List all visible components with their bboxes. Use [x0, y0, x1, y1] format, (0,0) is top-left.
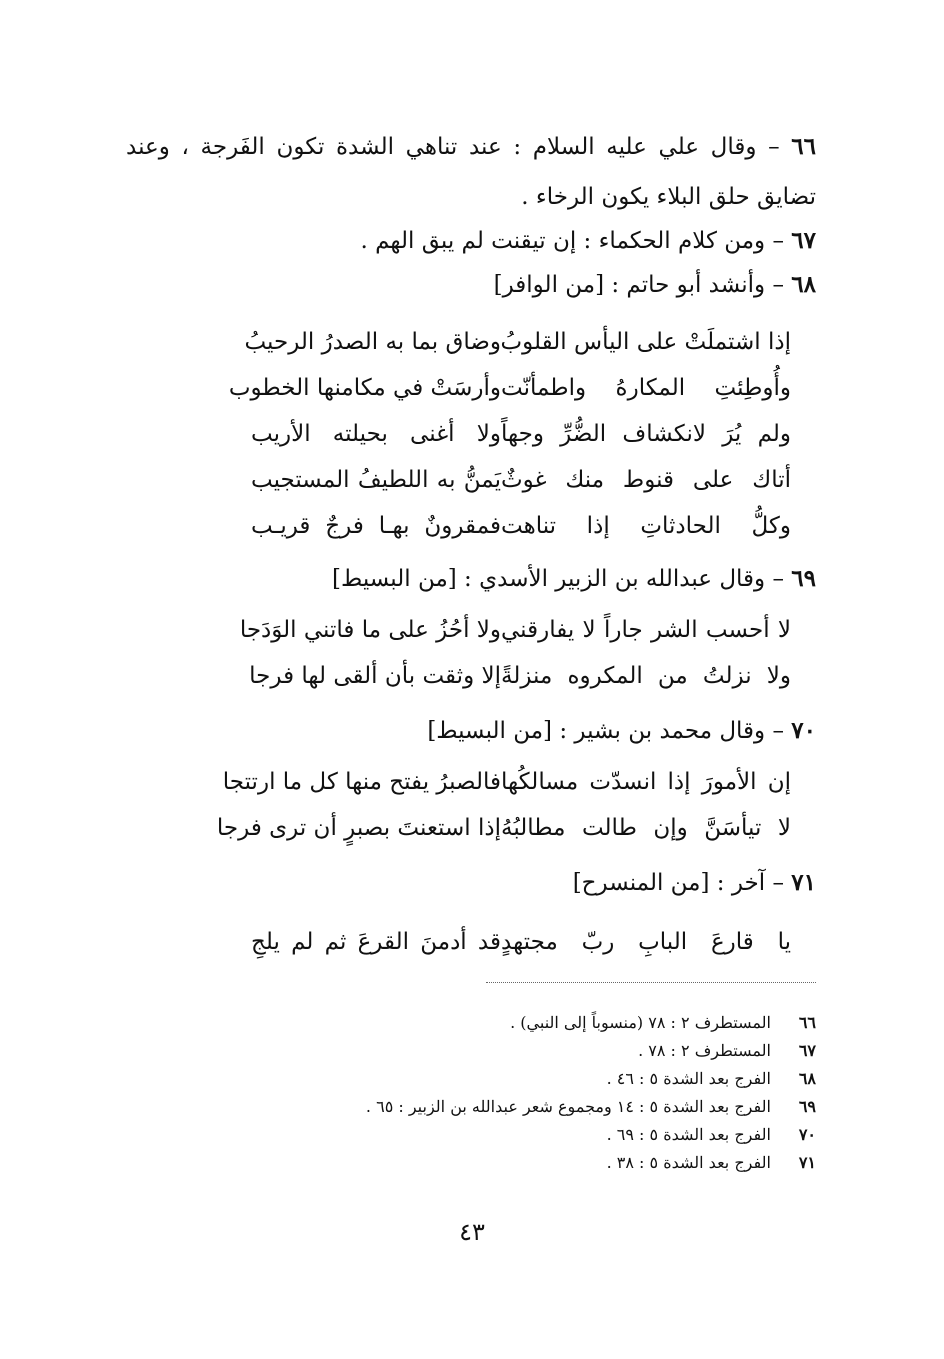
footnote-text: الفرج بعد الشدة ٥ : ٦٩ . [606, 1125, 771, 1144]
entry-number: ٦٧ [791, 227, 816, 254]
entry-number: ٧١ [791, 869, 816, 896]
verse-first-hemistich: لا تيأسَنَّ وإن طالت مطالبُهُ [501, 815, 791, 841]
entry-text: – وقال علي عليه السلام : عند تناهي الشدة تكون الفَرجة ، وعند تضايق حلق البلاء يكون الرخاء . [126, 134, 816, 210]
footnote-number: ٦٩ [798, 1097, 816, 1116]
footnote [366, 1096, 816, 1118]
footnote [638, 1040, 816, 1062]
entry-text: – وقال محمد بن بشير : [من البسيط] [427, 718, 784, 744]
verse-line [251, 414, 791, 454]
entry-number: ٦٨ [791, 271, 816, 298]
footnote [510, 1012, 816, 1034]
verse-second-hemistich: ولا أحُزُ على ما فاتني الوَدَجا [239, 617, 501, 643]
footnote-text: الفرج بعد الشدة ٥ : ٤٦ . [606, 1069, 771, 1088]
entry-67 [360, 224, 816, 258]
footnote-number: ٧١ [798, 1153, 816, 1172]
entry-71 [573, 866, 816, 900]
verse-line [251, 460, 791, 500]
verse-first-hemistich: أتاك على قنوط منك غوثٌ [501, 467, 791, 493]
footnote-number: ٧٠ [798, 1125, 816, 1144]
verse-first-hemistich: إن الأمورَ إذا انسدّت مسالكُها [501, 769, 791, 795]
verse-first-hemistich: إذا اشتملَتْ على اليأس القلوبُ [500, 329, 791, 355]
verse-line [244, 322, 791, 362]
verse-second-hemistich: إذا استعنتَ بصبرٍ أن ترى فرجا [216, 815, 501, 841]
entry-70 [427, 714, 816, 748]
entry-text: – آخر : [من المنسرح] [572, 870, 784, 896]
verse-second-hemistich: وأرسَتْ في مكامنها الخطوب [228, 375, 501, 401]
verse-line [216, 808, 791, 848]
verse-line [222, 762, 791, 802]
footnote-number: ٦٨ [798, 1069, 816, 1088]
verse-first-hemistich: وكلُّ الحادثاتِ إذا تناهت [501, 513, 791, 539]
verse-first-hemistich: ولم يُرَ لانكشاف الضُّرِّ وجهاً [501, 421, 791, 447]
verse-second-hemistich: يَمنُّ به اللطيفُ المستجيب [251, 467, 501, 493]
footnote-text: الفرج بعد الشدة ٥ : ٣٨ . [606, 1153, 771, 1172]
verse-line [251, 506, 791, 546]
verse-first-hemistich: يا قارعَ البابِ ربّ مجتهدٍ [501, 929, 791, 955]
footnote [607, 1068, 816, 1090]
verse-second-hemistich: ولا أغنى بحيلته الأريب [251, 421, 501, 447]
footnote-text: المستطرف ٢ : ٧٨ . [638, 1041, 771, 1060]
footnote-number: ٦٧ [798, 1041, 816, 1060]
verse-line [251, 922, 791, 962]
footnote-text: الفرج بعد الشدة ٥ : ١٤ ومجموع شعر عبدالله بن الزبير : ٦٥ . [365, 1097, 771, 1116]
verse-line [251, 656, 791, 696]
verse-second-hemistich: وضاق بما به الصدرُ الرحيبُ [244, 329, 501, 355]
page-number: ٤٣ [459, 1218, 485, 1246]
entry-text: – وقال عبدالله بن الزبير الأسدي : [من البسيط] [332, 566, 784, 592]
entry-number: ٦٩ [791, 565, 816, 592]
verse-line [239, 610, 791, 650]
entry-number: ٧٠ [791, 717, 816, 744]
entry-text: – وأنشد أبو حاتم : [من الوافر] [493, 272, 784, 298]
entry-number: ٦٦ [791, 133, 817, 160]
verse-second-hemistich: فمقرونٌ بهـا فرجٌ قريـب [251, 513, 501, 539]
verse-line [228, 368, 791, 408]
footnote [607, 1152, 816, 1174]
verse-first-hemistich: لا أحسب الشر جاراً لا يفارقني [501, 617, 791, 643]
verse-second-hemistich: إلا وثقت بأن ألقى لها فرجا [249, 663, 501, 689]
entry-66 [126, 122, 816, 222]
verse-second-hemistich: قد أدمنَ القرعَ ثم لم يلجِ [251, 929, 501, 955]
footnote-text: المستطرف ٢ : ٧٨ (منسوباً إلى النبي) . [510, 1013, 771, 1032]
verse-first-hemistich: وأُوطِئتِ المكارهُ واطمأنّت [501, 375, 791, 401]
entry-text: – ومن كلام الحكماء : إن تيقنت لم يبق الهم . [360, 228, 784, 254]
footnote-separator [486, 982, 816, 983]
verse-first-hemistich: ولا نزلتُ من المكروه منزلةً [501, 663, 791, 689]
entry-68 [494, 268, 816, 302]
footnote-number: ٦٦ [798, 1013, 816, 1032]
verse-second-hemistich: فالصبرُ يفتح منها كل ما ارتتجا [222, 769, 501, 795]
entry-69 [332, 562, 816, 596]
footnote [607, 1124, 816, 1146]
